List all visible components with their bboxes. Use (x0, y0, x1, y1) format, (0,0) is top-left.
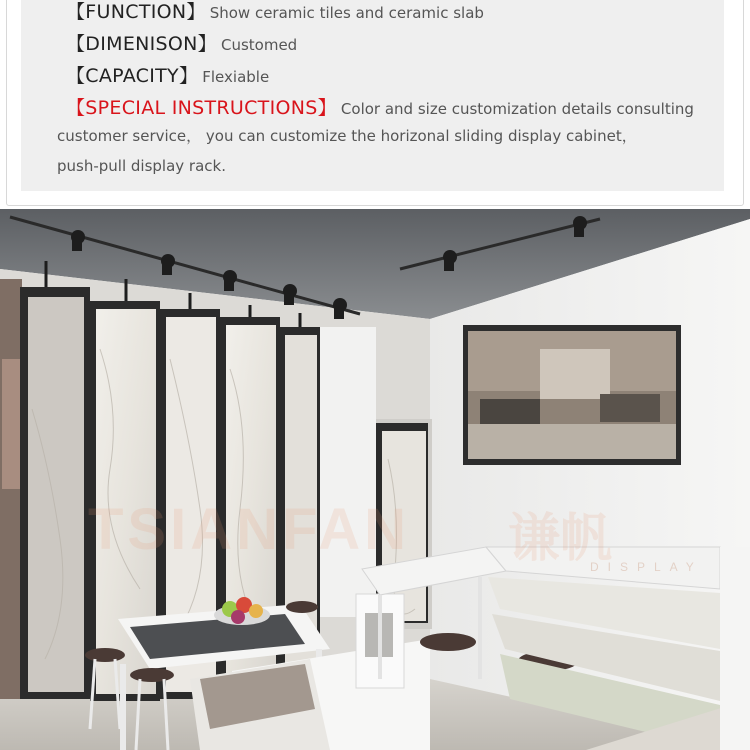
watermark-sub: DISPLAY (590, 560, 703, 574)
spec-special-value: Color and size customization details consulting (340, 100, 694, 118)
showroom-render (0, 209, 750, 750)
spec-function-value: Show ceramic tiles and ceramic slab (209, 4, 484, 22)
watermark-brand: TSIANFAN (88, 497, 410, 562)
watermark-brand-cn: 谦帆 (508, 509, 613, 569)
spec-special-continuation-2: push-pull display rack. (57, 157, 226, 175)
spec-dimension-value: Customed (220, 36, 298, 54)
spec-dimension (66, 29, 297, 56)
spec-dimension-key: 【DIMENISON】 (66, 33, 217, 55)
spec-function (66, 0, 484, 24)
spec-function-key: 【FUNCTION】 (66, 1, 206, 23)
spec-special-continuation-1: customer service， you can customize the horizonal sliding display cabinet， (57, 127, 637, 145)
spec-capacity (66, 61, 269, 88)
spec-special-key: 【SPECIAL INSTRUCTIONS】 (66, 97, 337, 119)
showroom-illustration (0, 209, 750, 750)
spec-capacity-value: Flexiable (202, 68, 270, 86)
spec-special (66, 93, 694, 120)
spec-capacity-key: 【CAPACITY】 (66, 65, 199, 87)
